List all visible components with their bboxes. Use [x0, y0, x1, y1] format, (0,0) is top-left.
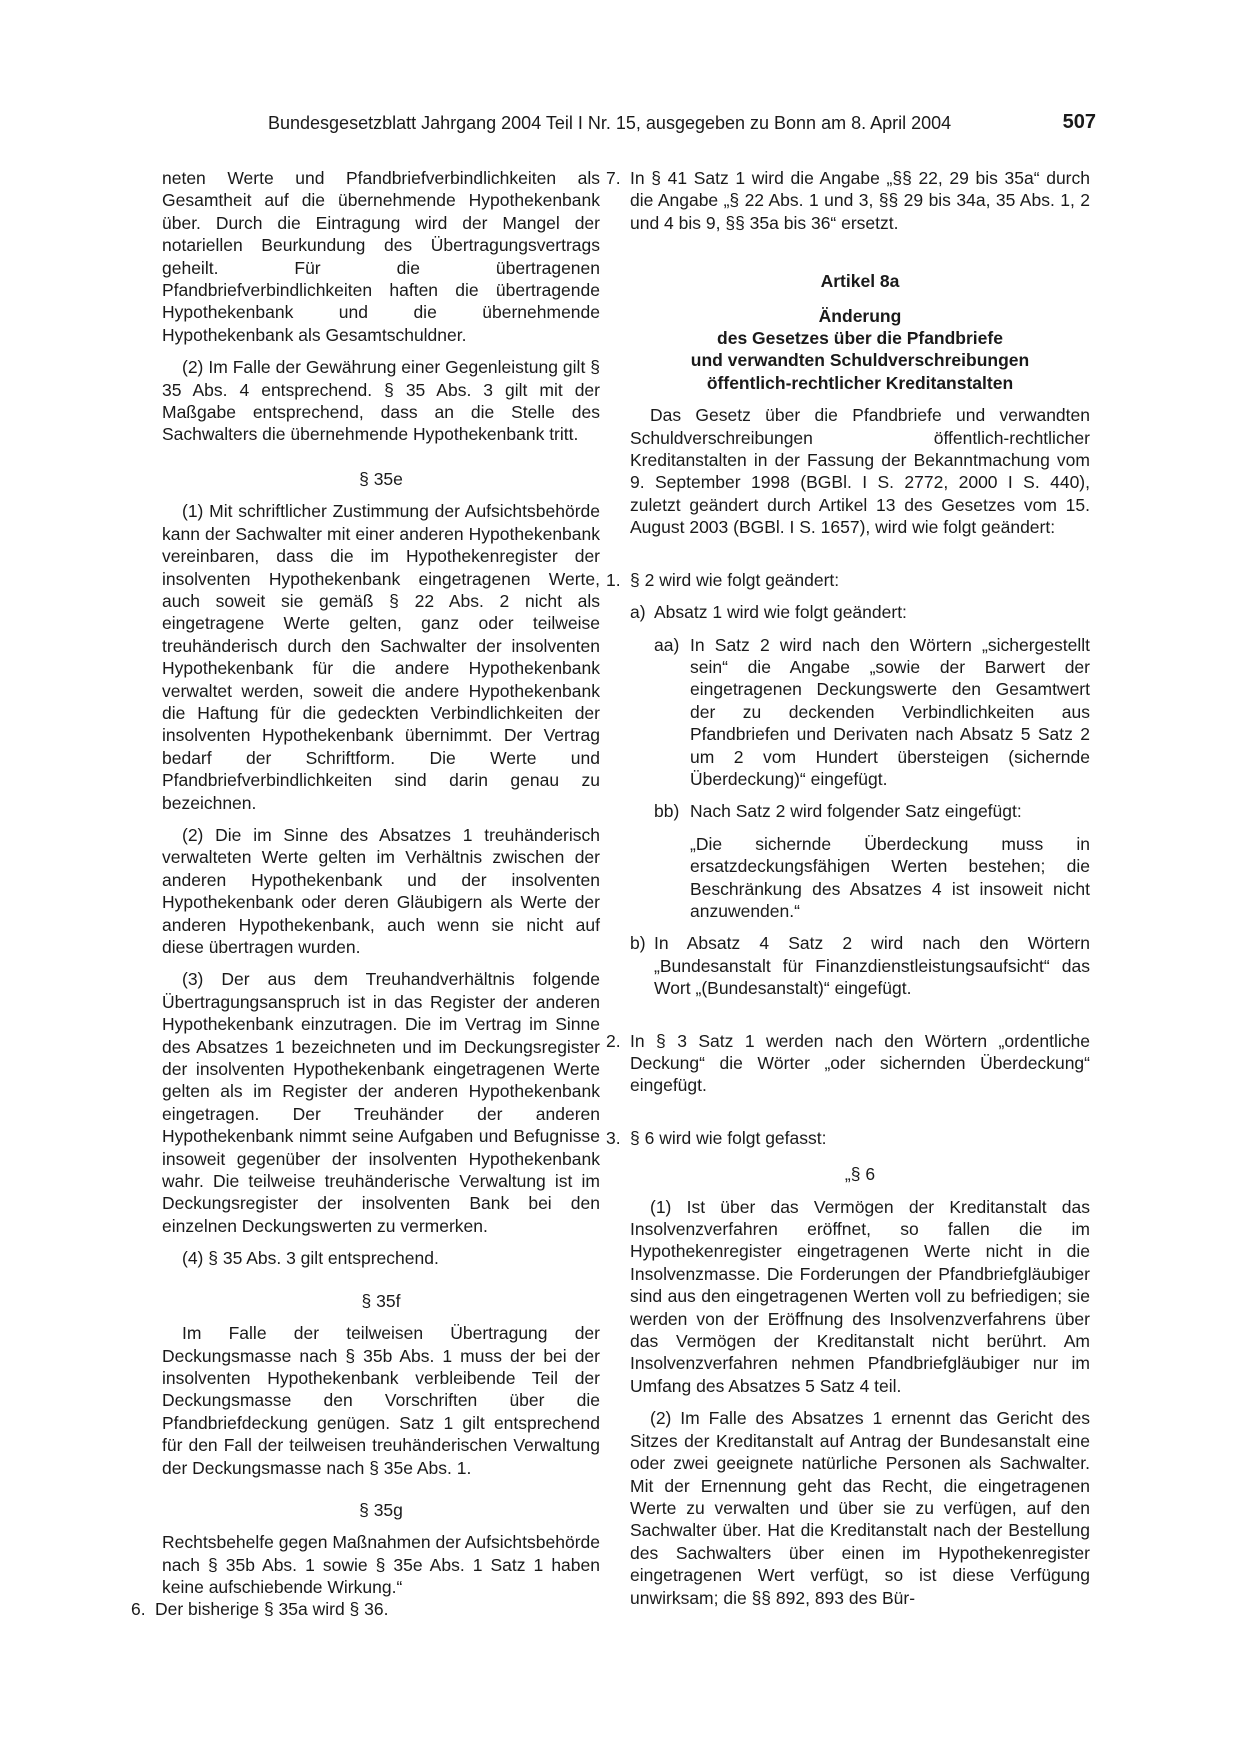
- list-text: Absatz 1 wird wie folgt geändert:: [654, 602, 907, 623]
- list-text: § 2 wird wie folgt geändert:: [630, 569, 840, 590]
- section-heading-35f: § 35f: [361, 1290, 401, 1311]
- paragraph: (1) Mit schriftlicher Zustimmung der Aufsichtsbehörde kann der Sachwalter mit einer anderen Hypothekenbank vereinbaren, dass die im Hypothekenregister der insolventen Hypothekenbank eingetragenen Werte, auch soweit sie gemäß § 22 Abs. 2 nicht als eingetragene Werte gelten, ganz oder teilweise treuhänderisch durch den Sachwalter der insolventen Hypothekenbank für die andere Hypothekenbank verwaltet werden, soweit die andere Hypothekenbank die Haftung für die gedeckten Verbindlichkeiten der insolventen Hypothekenbank übernimmt. Der Vertrag bedarf der Schriftform. Die Werte und Pfandbriefverbindlichkeiten sind darin genau zu bezeichnen.: [162, 501, 600, 813]
- list-number: 7.: [606, 168, 621, 188]
- page-header: [268, 111, 1096, 139]
- list-item-1aa: [630, 634, 1090, 791]
- quoted-sentence: „Die sichernde Überdeckung muss in ersatzdeckungsfähigen Werten bestehen; die Beschränkung des Absatzes 4 ist insoweit nicht anzuwenden.“: [690, 833, 1090, 921]
- list-item-1: [606, 569, 1090, 591]
- list-text: In Satz 2 wird nach den Wörtern „sichergestellt sein“ die Angabe „sowie der Barwert der eingetragenen Deckungswerte den Gesamtwert der zu deckenden Verbindlichkeiten aus Pfandbriefen und Derivaten nach Absatz 5 Satz 2 um 2 vom Hundert übersteigen (sichernde Überdeckung)“ eingefügt.: [690, 634, 1090, 789]
- list-text: In § 3 Satz 1 werden nach den Wörtern „ordentliche Deckung“ die Wörter „oder sichernden Überdeckung“ eingefügt.: [630, 1030, 1090, 1096]
- list-item-1a: [630, 601, 1090, 623]
- list-number: 3.: [606, 1127, 621, 1148]
- paragraph: neten Werte und Pfandbriefverbindlichkeiten als Gesamtheit auf die übernehmende Hypothekenbank über. Durch die Eintragung wird der Mangel der notariellen Beurkundung des Übertragungsvertrags geheilt. Für die übertragenen Pfandbriefverbindlichkeiten haften die übertragende Hypothekenbank und die übernehmende Hypothekenbank als Gesamtschuldner.: [162, 168, 600, 345]
- list-item-2: [606, 1030, 1090, 1097]
- list-number: 2.: [606, 1030, 621, 1051]
- paragraph: (2) Im Falle der Gewährung einer Gegenleistung gilt § 35 Abs. 4 entsprechend. § 35 Abs. 3 gilt mit der Maßgabe entsprechend, dass an die Stelle des Sachwalters die übernehmende Hypothekenbank tritt.: [162, 357, 600, 445]
- article-heading: Artikel 8a: [820, 271, 900, 292]
- section-heading-35g: § 35g: [359, 1499, 403, 1520]
- list-text: In § 41 Satz 1 wird die Angabe „§§ 22, 29 bis 35a“ durch die Angabe „§ 22 Abs. 1 und 3, §§ 29 bis 34a, 35 Abs. 1, 2 und 4 bis 9, §§ 35a bis 36“ ersetzt.: [630, 168, 1090, 233]
- paragraph: (4) § 35 Abs. 3 gilt entsprechend.: [182, 1248, 439, 1269]
- section-heading-6: „§ 6: [844, 1164, 876, 1185]
- right-column: [606, 167, 1090, 1609]
- paragraph: Im Falle der teilweisen Übertragung der Deckungsmasse nach § 35b Abs. 1 muss der bei der insolventen Hypothekenbank verbleibende Teil der Deckungsmasse den Vorschriften über die Pfandbriefdeckung genügen. Satz 1 gilt entsprechend für den Fall der teilweisen treuhänderischen Verwaltung der Deckungsmasse nach § 35e Abs. 1.: [162, 1323, 600, 1478]
- list-number: 6.: [131, 1599, 146, 1619]
- paragraph: (2) Im Falle des Absatzes 1 ernennt das Gericht des Sitzes der Kreditanstalt auf Antrag der Bundesanstalt eine oder zwei geeignete natürliche Personen als Sachwalter. Mit der Ernennung geht das Recht, die eingetragenen Werte zu verwalten und über sie zu verfügen, auf den Sachwalter über. Hat die Kreditanstalt nach der Bestellung des Sachwalters über einen im Hypothekenregister eingetragenen Wert verfügt, so ist diese Verfügung unwirksam; die §§ 892, 893 des Bür-: [630, 1408, 1090, 1608]
- paragraph: Das Gesetz über die Pfandbriefe und verwandten Schuldverschreibungen öffentlich-rechtlicher Kreditanstalten in der Fassung der Bekanntmachung vom 9. September 1998 (BGBl. I S. 2772, 2000 I S. 440), zuletzt geändert durch Artikel 13 des Gesetzes vom 15. August 2003 (BGBl. I S. 1657), wird wie folgt geändert:: [630, 405, 1090, 538]
- list-item-1b: [630, 932, 1090, 999]
- paragraph: (2) Die im Sinne des Absatzes 1 treuhänderisch verwalteten Werte gelten im Verhältnis zwischen der anderen Hypothekenbank und der insolventen Hypothekenbank oder deren Gläubigern als Werte der anderen Hypothekenbank, auch wenn sie nicht auf diese übertragen wurden.: [162, 824, 600, 957]
- left-column: [162, 167, 600, 1599]
- list-number: b): [630, 933, 646, 954]
- paragraph: Rechtsbehelfe gegen Maßnahmen der Aufsichtsbehörde nach § 35b Abs. 1 sowie § 35e Abs. 1 Satz 1 haben keine aufschiebende Wirkung.“: [162, 1532, 600, 1598]
- list-text: In Absatz 4 Satz 2 wird nach den Wörtern „Bundesanstalt für Finanzdienstleistungsaufsicht“ das Wort „(Bundesanstalt)“ eingefügt.: [654, 933, 1090, 999]
- list-text: Der bisherige § 35a wird § 36.: [155, 1599, 389, 1619]
- list-item-1bb: [630, 800, 1090, 822]
- section-heading-35e: § 35e: [359, 468, 403, 489]
- list-number: 1.: [606, 569, 621, 590]
- running-title: Bundesgesetzblatt Jahrgang 2004 Teil I Nr. 15, ausgegeben zu Bonn am 8. April 2004: [268, 113, 952, 133]
- list-number: a): [630, 602, 646, 623]
- list-item-6: [131, 1598, 601, 1620]
- paragraph: (3) Der aus dem Treuhandverhältnis folgende Übertragungsanspruch ist in das Register der anderen Hypothekenbank einzutragen. Die im Vertrag im Sinne des Absatzes 1 bezeichneten und im Deckungsregister der insolventen Hypothekenbank eingetragenen Werte gelten als im Register der anderen Hypothekenbank eingetragen. Der Treuhänder der anderen Hypothekenbank nimmt seine Aufgaben und Befugnisse insoweit gegenüber der insolventen Hypothekenbank wahr. Die teilweise treuhänderische Verwaltung ist im Deckungsregister der insolventen Bank bei den einzelnen Deckungswerten zu vermerken.: [162, 969, 600, 1236]
- list-item-7: [606, 167, 1090, 234]
- paragraph: (1) Ist über das Vermögen der Kreditanstalt das Insolvenzverfahren eröffnet, so fallen die im Hypothekenregister eingetragenen Werte nicht in die Insolvenzmasse. Die Forderungen der Pfandbriefgläubiger sind aus den eingetragenen Werten voll zu befriedigen; sie werden von der Eröffnung des Insolvenzverfahrens über das Vermögen der Kreditanstalt nicht berührt. Am Insolvenzverfahren nehmen Pfandbriefgläubiger nur im Umfang des Absatzes 5 Satz 4 teil.: [630, 1196, 1090, 1396]
- article-title: öffentlich-rechtlicher Kreditanstalten: [706, 372, 1014, 393]
- page-number: 507: [1062, 111, 1096, 133]
- list-text: § 6 wird wie folgt gefasst:: [630, 1127, 827, 1148]
- article-title: und verwandten Schuldverschreibungen: [690, 350, 1030, 371]
- list-text: Nach Satz 2 wird folgender Satz eingefügt:: [690, 801, 1022, 822]
- list-number: bb): [654, 801, 680, 822]
- list-item-3: [606, 1127, 1090, 1149]
- article-title: des Gesetzes über die Pfandbriefe: [717, 328, 1003, 349]
- article-title: Änderung: [818, 305, 902, 326]
- list-number: aa): [654, 634, 680, 655]
